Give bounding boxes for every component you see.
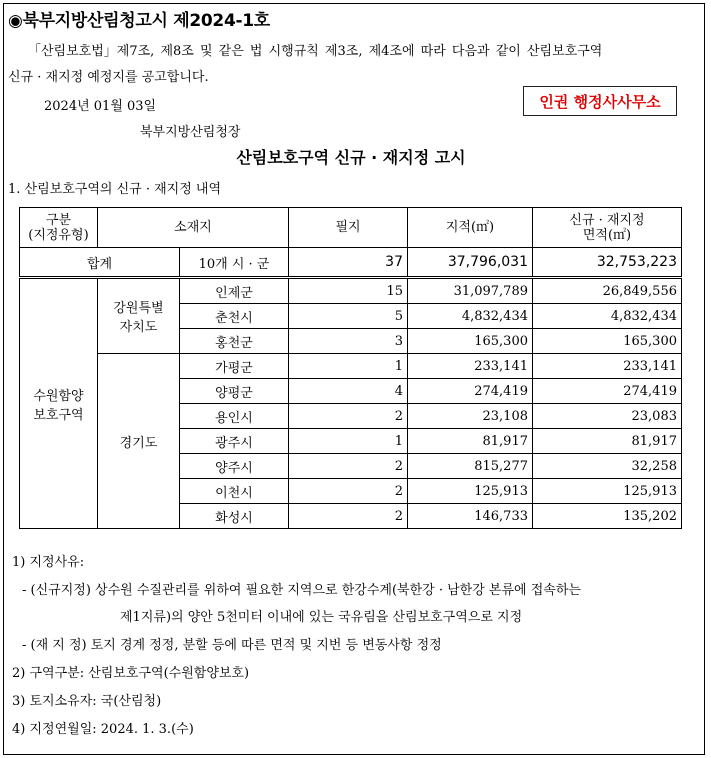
city-cell: 양주시 bbox=[180, 454, 289, 479]
new-area-cell: 233,141 bbox=[533, 354, 682, 379]
city-cell: 광주시 bbox=[180, 429, 289, 454]
area-cell: 165,300 bbox=[408, 329, 533, 354]
new-area-cell: 165,300 bbox=[533, 329, 682, 354]
new-area-cell: 26,849,556 bbox=[533, 278, 682, 304]
header-new-area: 신규 · 재지정 면적(㎡) bbox=[533, 208, 682, 248]
notice-title: ◉북부지방산림청고시 제2024-1호 bbox=[8, 11, 270, 31]
area-cell: 23,108 bbox=[408, 404, 533, 429]
area-cell: 31,097,789 bbox=[408, 278, 533, 304]
zone-type: 2) 구역구분: 산림보호구역(수원함양보호) bbox=[12, 666, 250, 681]
region-gangwon: 강원특별 자치도 bbox=[98, 278, 180, 354]
new-area-cell: 81,917 bbox=[533, 429, 682, 454]
region-gyeonggi: 경기도 bbox=[98, 354, 180, 529]
area-cell: 274,419 bbox=[408, 379, 533, 404]
new-area-cell: 135,202 bbox=[533, 504, 682, 529]
total-new-area: 32,753,223 bbox=[533, 248, 682, 278]
total-area: 37,796,031 bbox=[408, 248, 533, 278]
city-cell: 용인시 bbox=[180, 404, 289, 429]
parcels-cell: 4 bbox=[289, 379, 408, 404]
area-cell: 81,917 bbox=[408, 429, 533, 454]
parcels-cell: 2 bbox=[289, 479, 408, 504]
area-cell: 4,832,434 bbox=[408, 304, 533, 329]
new-area-cell: 32,258 bbox=[533, 454, 682, 479]
parcels-cell: 15 bbox=[289, 278, 408, 304]
parcels-cell: 3 bbox=[289, 329, 408, 354]
office-stamp: 인권 행정사사무소 bbox=[523, 86, 677, 116]
table-row bbox=[20, 278, 682, 304]
notice-heading: 산림보호구역 신규 · 재지정 고시 bbox=[236, 148, 466, 167]
reason-title: 1) 지정사유: bbox=[12, 555, 85, 570]
city-cell: 양평군 bbox=[180, 379, 289, 404]
city-cell: 춘천시 bbox=[180, 304, 289, 329]
parcels-cell: 5 bbox=[289, 304, 408, 329]
designation-date: 4) 지정연월일: 2024. 1. 3.(수) bbox=[12, 722, 194, 737]
area-cell: 815,277 bbox=[408, 454, 533, 479]
parcels-cell: 2 bbox=[289, 504, 408, 529]
area-cell: 146,733 bbox=[408, 504, 533, 529]
city-cell: 가평군 bbox=[180, 354, 289, 379]
header-category: 구분 (지정유형) bbox=[20, 208, 98, 248]
designation-table bbox=[19, 207, 682, 529]
type-cell: 수원함양 보호구역 bbox=[20, 278, 98, 529]
city-cell: 인제군 bbox=[180, 278, 289, 304]
total-location: 10개 시 · 군 bbox=[180, 248, 289, 278]
area-cell: 125,913 bbox=[408, 479, 533, 504]
notice-date: 2024년 01월 03일 bbox=[44, 99, 157, 114]
issuer-name: 북부지방산림청장 bbox=[140, 125, 241, 140]
area-cell: 233,141 bbox=[408, 354, 533, 379]
section-title: 1. 산림보호구역의 신규 · 재지정 내역 bbox=[8, 182, 222, 197]
header-parcels: 필지 bbox=[289, 208, 408, 248]
new-area-cell: 125,913 bbox=[533, 479, 682, 504]
header-area: 지적(㎡) bbox=[408, 208, 533, 248]
total-row bbox=[20, 248, 682, 278]
new-area-cell: 274,419 bbox=[533, 379, 682, 404]
reason-redesignation: - (재 지 정) 토지 경계 정정, 분할 등에 따른 면적 및 지번 등 변동사항 정정 bbox=[22, 638, 442, 653]
table-row bbox=[20, 354, 682, 379]
parcels-cell: 2 bbox=[289, 404, 408, 429]
parcels-cell: 2 bbox=[289, 454, 408, 479]
land-owner: 3) 토지소유자: 국(산림청) bbox=[12, 694, 162, 709]
city-cell: 이천시 bbox=[180, 479, 289, 504]
new-area-cell: 23,083 bbox=[533, 404, 682, 429]
city-cell: 화성시 bbox=[180, 504, 289, 529]
parcels-cell: 1 bbox=[289, 429, 408, 454]
parcels-cell: 1 bbox=[289, 354, 408, 379]
intro-line-1: 「산림보호법」제7조, 제8조 및 같은 법 시행규칙 제3조, 제4조에 따라 다음과 같이 산림보호구역 bbox=[28, 44, 603, 59]
city-cell: 홍천군 bbox=[180, 329, 289, 354]
intro-line-2: 신규 · 재지정 예정지를 공고합니다. bbox=[8, 70, 209, 85]
reason-new-line-2: 제1지류)의 양안 5천미터 이내에 있는 국유림을 산림보호구역으로 지정 bbox=[120, 610, 523, 625]
new-area-cell: 4,832,434 bbox=[533, 304, 682, 329]
reason-new-line-1: - (신규지정) 상수원 수질관리를 위하여 필요한 지역으로 한강수계(북한강 · 남한강 본류에 접속하는 bbox=[22, 583, 581, 598]
total-parcels: 37 bbox=[289, 248, 408, 278]
header-location: 소재지 bbox=[98, 208, 289, 248]
total-label: 합계 bbox=[20, 248, 180, 278]
